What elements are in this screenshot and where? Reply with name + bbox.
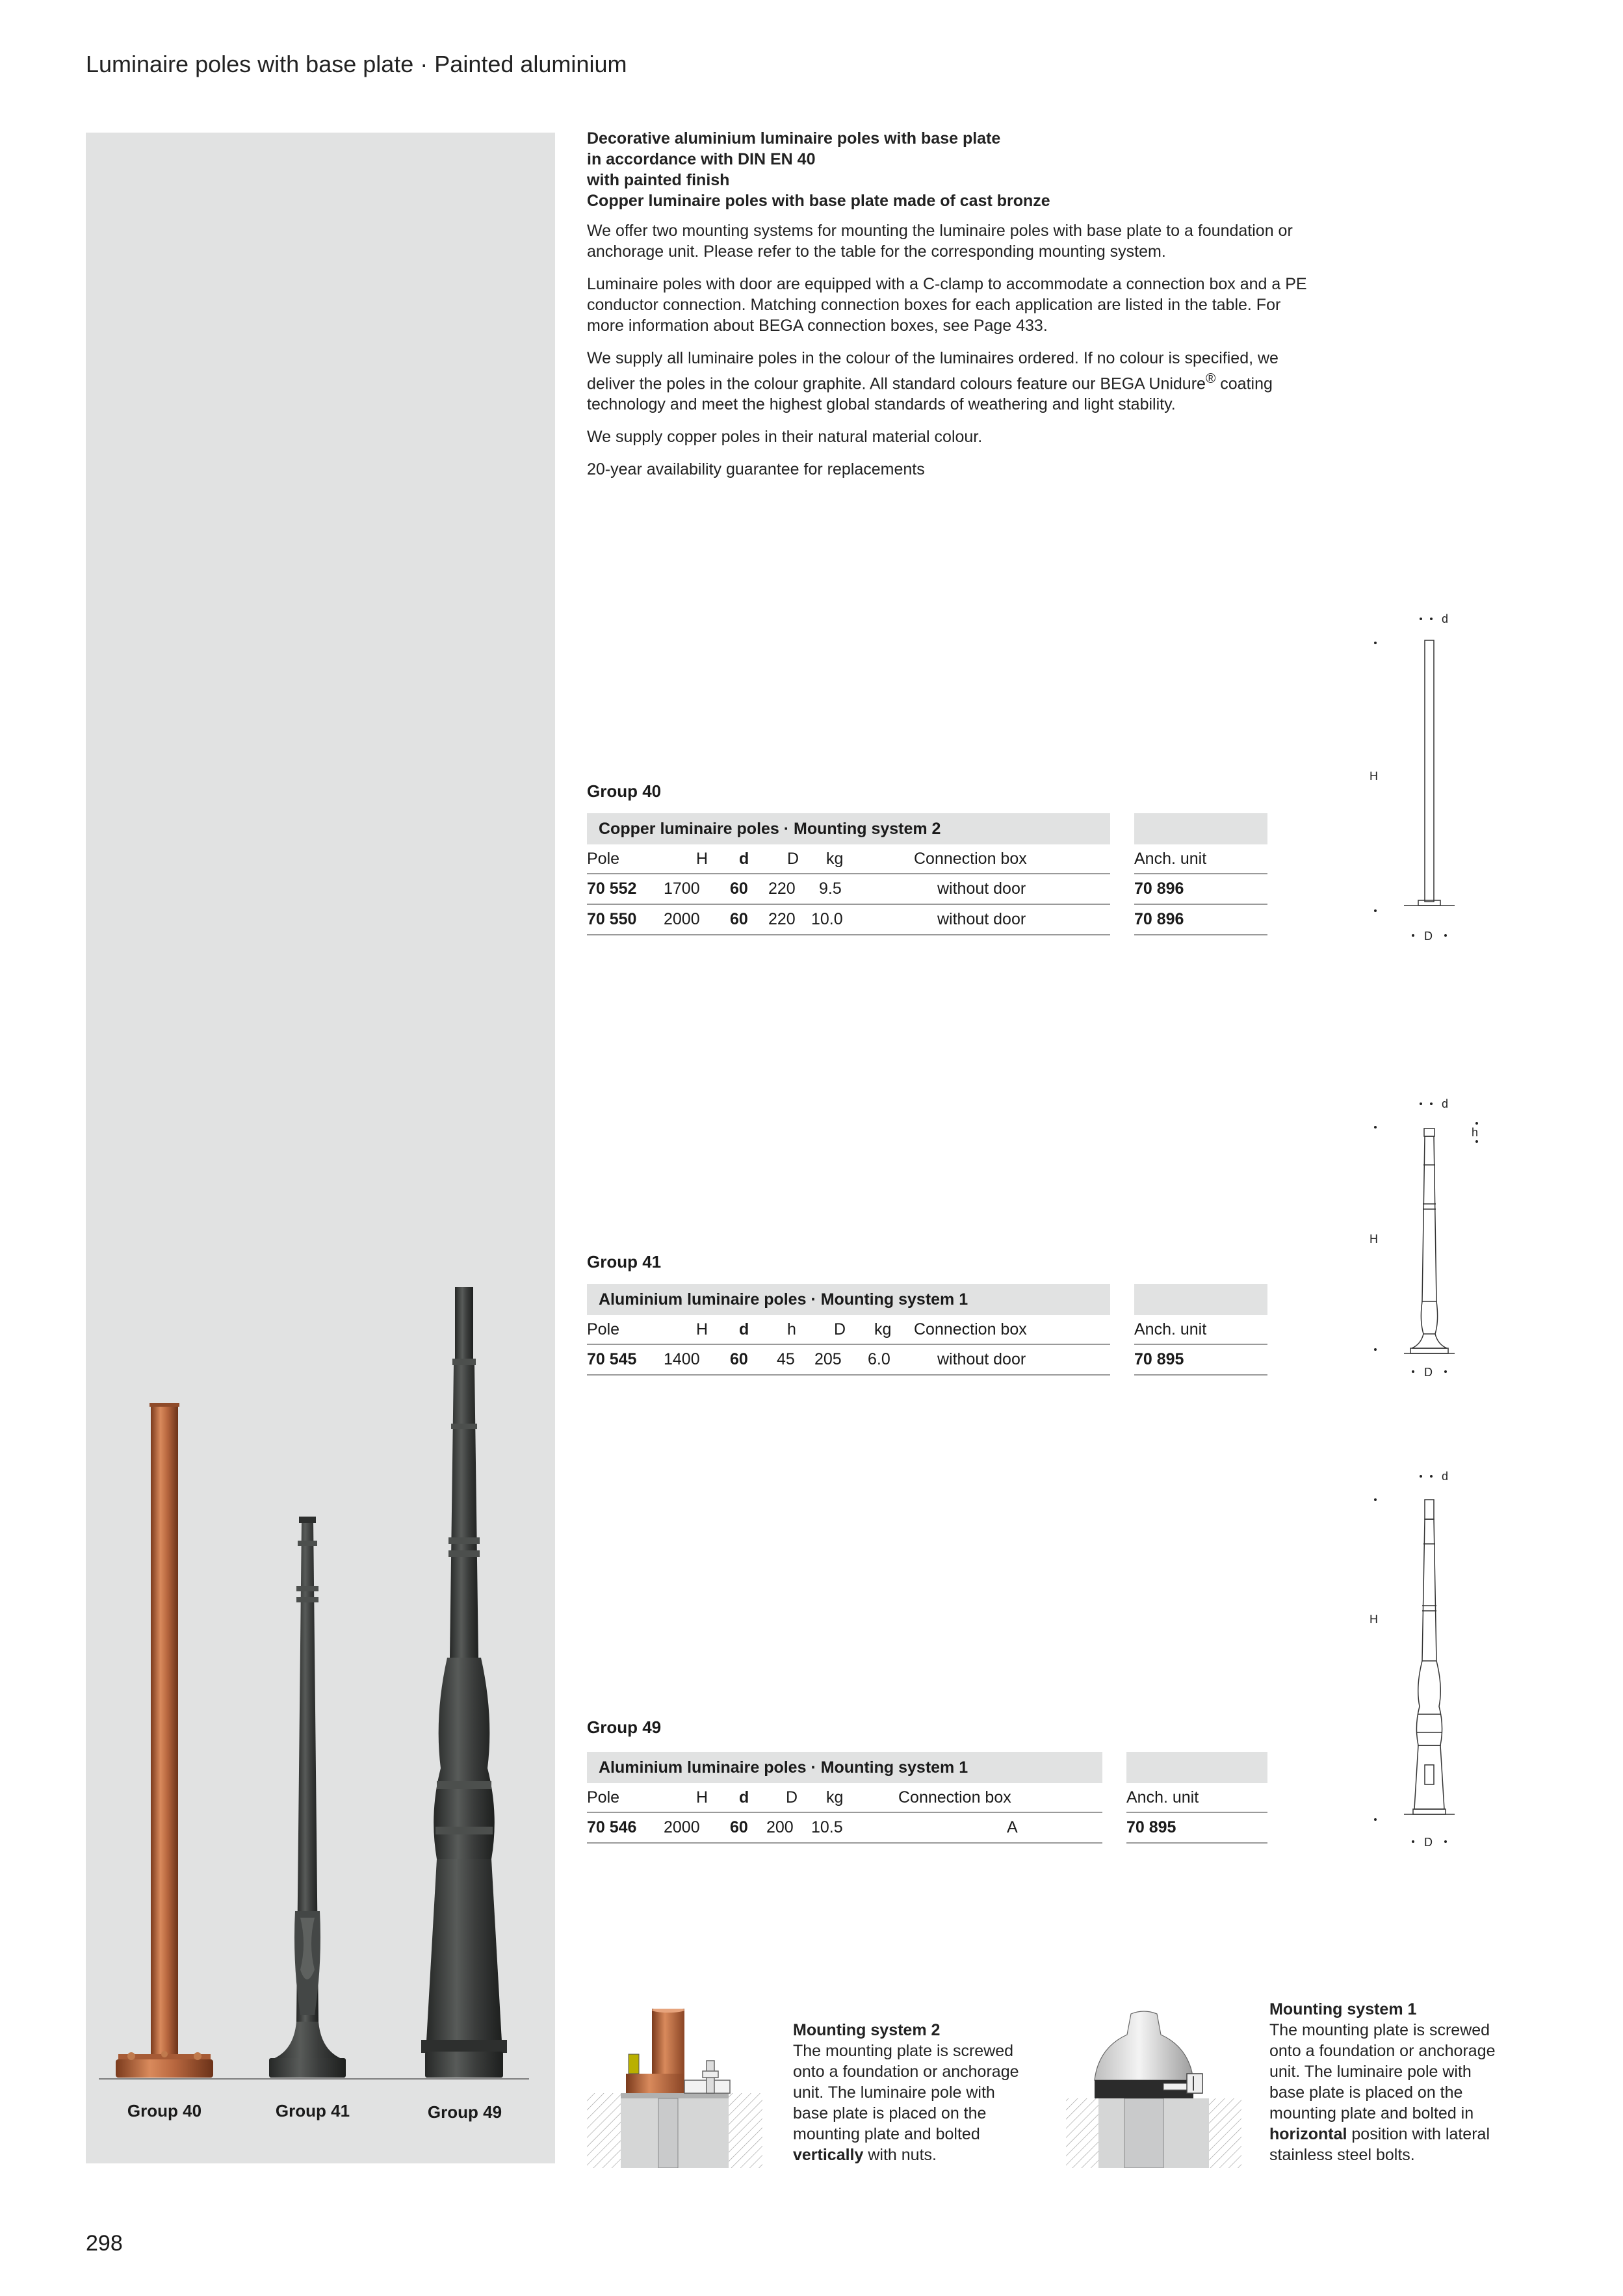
ms2-desc-end: with nuts. [863, 2146, 937, 2164]
group-41-dimension-drawing [1358, 1087, 1508, 1386]
group-49-table [587, 1752, 1102, 1844]
table-row [587, 905, 1110, 935]
headline-line: Copper luminaire poles with base plate made of cast bronze [587, 192, 1050, 210]
dimension-D: D [1424, 1836, 1433, 1849]
header-connection-box: Connection box [914, 1320, 1027, 1338]
photo-label-group-40: Group 40 [127, 2101, 202, 2120]
dimension-h: h [1472, 1126, 1479, 1139]
header-connection-box: Connection box [898, 1788, 1011, 1807]
value-D: 205 [814, 1350, 842, 1368]
table-row [1126, 1813, 1267, 1844]
copper-pole-group-40 [116, 1403, 213, 2078]
dimension-d: d [1442, 1097, 1449, 1110]
value-d: 60 [730, 1818, 748, 1836]
header-D: D [786, 850, 799, 868]
value-kg: 6.0 [868, 1350, 890, 1368]
page-number: 298 [86, 2231, 123, 2256]
group-40-table [587, 813, 1110, 935]
header-h: h [787, 1320, 796, 1338]
mounting-system-2-illustration [587, 2009, 762, 2168]
value-connection-box: without door [937, 1350, 1026, 1368]
header-connection-box: Connection box [914, 850, 1027, 868]
header-D: D [834, 1320, 846, 1338]
mounting-system-1-description [1269, 2020, 1510, 2165]
header-H: H [695, 1320, 708, 1338]
pole-outline [1404, 1128, 1455, 1353]
value-D: 220 [768, 910, 796, 928]
value-h: 45 [777, 1350, 795, 1368]
value-d: 60 [730, 880, 748, 898]
intro-headline [587, 128, 1315, 211]
header-H: H [695, 850, 708, 868]
ms2-emphasis: vertically [793, 2146, 864, 2164]
group-49-band: Aluminium luminaire poles · Mounting system 1 [587, 1752, 1102, 1783]
table-row [1134, 1345, 1267, 1376]
intro-paragraph-copper: We supply copper poles in their natural material colour. [587, 428, 983, 447]
table-row [1134, 874, 1267, 905]
group-40-dimension-drawing [1358, 601, 1508, 946]
registered-mark: ® [1205, 371, 1216, 386]
dimension-H: H [1370, 1233, 1378, 1246]
header-kg: kg [826, 850, 844, 868]
anch-unit-number: 70 895 [1134, 1350, 1184, 1368]
anch-band [1134, 813, 1267, 844]
value-d: 60 [730, 1350, 748, 1368]
mounting-system-2-title: Mounting system 2 [793, 2021, 941, 2039]
header-pole: Pole [587, 850, 620, 868]
page-title: Luminaire poles with base plate · Painted aluminium [86, 51, 627, 77]
value-H: 2000 [664, 1818, 700, 1836]
mounting-system-1-title: Mounting system 1 [1269, 2000, 1417, 2018]
table-header-row [587, 1783, 1102, 1813]
value-kg: 10.0 [811, 910, 843, 928]
mounting-system-1-text [1269, 1999, 1510, 2165]
value-H: 1700 [664, 880, 700, 898]
value-connection-box: without door [937, 880, 1026, 898]
ms2-desc-text: The mounting plate is screwed onto a foundation or anchorage unit. The luminaire pole with base plate is placed on the mounting plate and bolted [793, 2042, 1019, 2143]
ms1-desc-end: position with lateral stainless steel bolts. [1269, 2125, 1490, 2164]
group-41-anchorage [1134, 1284, 1267, 1376]
mounting-system-1-illustration [1066, 2009, 1241, 2168]
headline-line: in accordance with DIN EN 40 [587, 150, 816, 168]
dimension-D: D [1424, 930, 1433, 943]
anch-band [1134, 1284, 1267, 1315]
table-row [587, 1813, 1102, 1844]
group-41-label: Group 41 [587, 1252, 662, 1272]
ms1-emphasis: horizontal [1269, 2125, 1347, 2143]
value-kg: 10.5 [811, 1818, 843, 1836]
intro-paragraph-door: Luminaire poles with door are equipped with a C-clamp to accommodate a connection box and a PE conductor connection. Matching connection boxes for each application are listed in the table. For more information about BEGA connection boxes, see Page 433. [587, 275, 1307, 335]
header-d: d [739, 1320, 749, 1338]
dimension-d: d [1442, 1470, 1449, 1483]
value-D: 220 [768, 880, 796, 898]
graphite-pole-group-41 [269, 1517, 346, 2078]
intro-paragraph-colour [587, 348, 1315, 415]
group-41-band: Aluminium luminaire poles · Mounting system 1 [587, 1284, 1110, 1315]
value-kg: 9.5 [819, 880, 842, 898]
table-row [1134, 905, 1267, 935]
group-49-dimension-drawing [1358, 1459, 1508, 1849]
group-40-label: Group 40 [587, 781, 662, 801]
header-kg: kg [874, 1320, 892, 1338]
dimension-H: H [1370, 1613, 1378, 1626]
table-row [587, 874, 1110, 905]
value-D: 200 [766, 1818, 794, 1836]
header-anch-unit: Anch. unit [1134, 1320, 1207, 1338]
headline-line: Decorative aluminium luminaire poles with base plate [587, 129, 1001, 148]
intro-text [587, 128, 1315, 491]
drawing-dots [1374, 618, 1447, 937]
graphite-pole-group-49 [421, 1287, 507, 2078]
table-header-row [1134, 844, 1267, 874]
anch-band [1126, 1752, 1267, 1783]
table-header-row [1134, 1315, 1267, 1345]
dimension-d: d [1442, 612, 1449, 625]
header-D: D [786, 1788, 798, 1807]
value-H: 1400 [664, 1350, 700, 1368]
table-header-row [1126, 1783, 1267, 1813]
value-connection-box: A [1007, 1818, 1018, 1836]
mounting-system-2-text [793, 2020, 1027, 2165]
colour-text: We supply all luminaire poles in the colour of the luminaires ordered. If no colour is specified, we deliver the poles in the colour graphite. All standard colours feature our BEGA Unidure [587, 349, 1279, 393]
header-pole: Pole [587, 1788, 620, 1807]
pole-number: 70 550 [587, 910, 637, 928]
header-anch-unit: Anch. unit [1126, 1788, 1199, 1807]
anch-unit-number: 70 895 [1126, 1818, 1176, 1836]
ground-line [99, 2078, 529, 2080]
poles-photo [86, 1274, 555, 2093]
headline-line: with painted finish [587, 171, 730, 189]
dimension-H: H [1370, 770, 1378, 783]
anch-unit-number: 70 896 [1134, 910, 1184, 928]
dimension-D: D [1424, 1366, 1433, 1379]
colour-text-end: coating technology and meet the highest global standards of weathering and light stability. [587, 374, 1273, 414]
value-connection-box: without door [937, 910, 1026, 928]
table-header-row [587, 1315, 1110, 1345]
pole-number: 70 545 [587, 1350, 637, 1368]
header-d: d [739, 850, 749, 868]
anch-unit-number: 70 896 [1134, 880, 1184, 898]
group-49-label: Group 49 [587, 1717, 662, 1737]
header-H: H [695, 1788, 708, 1807]
pole-number: 70 552 [587, 880, 637, 898]
header-kg: kg [826, 1788, 844, 1807]
photo-label-group-49: Group 49 [427, 2102, 502, 2122]
mounting-system-2-description [793, 2041, 1027, 2165]
table-row [587, 1345, 1110, 1376]
drawing-dots [1374, 1102, 1478, 1373]
pole-number: 70 546 [587, 1818, 637, 1836]
intro-paragraph-mounting: We offer two mounting systems for mounting the luminaire poles with base plate to a foundation or anchorage unit. Please refer to the table for the corresponding mounting system. [587, 222, 1293, 261]
header-pole: Pole [587, 1320, 620, 1338]
group-49-anchorage [1126, 1752, 1267, 1844]
group-41-table [587, 1284, 1110, 1376]
value-d: 60 [730, 910, 748, 928]
header-anch-unit: Anch. unit [1134, 850, 1207, 868]
pole-outline [1404, 640, 1455, 906]
group-40-band: Copper luminaire poles · Mounting system 2 [587, 813, 1110, 844]
header-d: d [739, 1788, 749, 1807]
table-header-row [587, 844, 1110, 874]
value-H: 2000 [664, 910, 700, 928]
photo-label-group-41: Group 41 [275, 2101, 350, 2120]
group-40-anchorage [1134, 813, 1267, 935]
pole-outline [1404, 1500, 1455, 1814]
intro-paragraph-guarantee: 20-year availability guarantee for replacements [587, 460, 925, 479]
ms1-desc-text: The mounting plate is screwed onto a foundation or anchorage unit. The luminaire pole with base plate is placed on the mounting plate and bolted in [1269, 2021, 1496, 2122]
